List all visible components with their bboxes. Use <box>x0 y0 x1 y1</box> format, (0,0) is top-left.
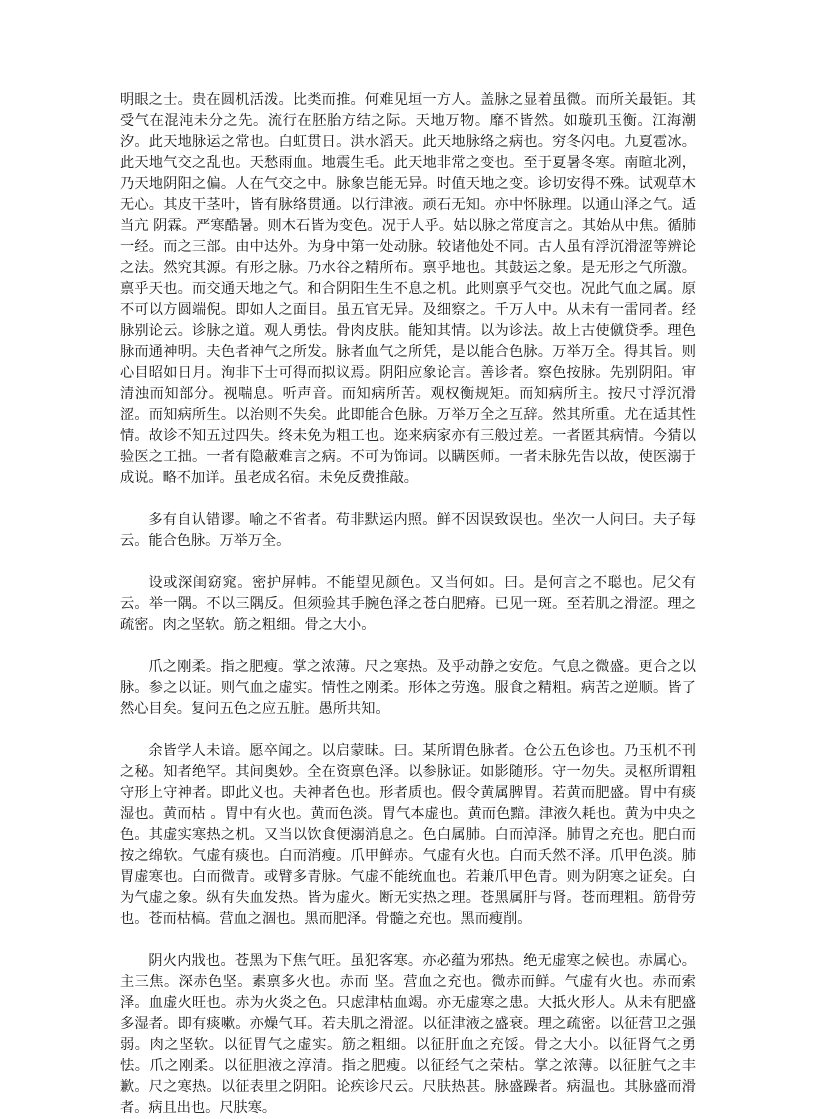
paragraph-4: 爪之刚柔。指之肥瘦。掌之浓薄。尺之寒热。及乎动静之安危。气息之微盛。更合之以脉。参之以证。则气血之虚实。情性之刚柔。形体之劳逸。服食之精粗。病苦之逆顺。皆了然心目矣。复问五色之应五脏。愚所共知。 <box>120 659 696 717</box>
paragraph-5: 余皆学人未谙。愿卒闻之。以启蒙昧。曰。某所谓色脉者。仓公五色诊也。乃玉机不刊之秘。知者绝罕。其间奥妙。全在资禀色泽。以参脉证。如影随形。守一勿失。灵枢所谓粗守形上守神者。即此义也。夫神者色也。形者质也。假令黄属脾胃。若黄而肥盛。胃中有痰湿也。黄而枯 。胃中有火也。黄而色淡。胃气本虚也。黄而色黯。津液久耗也。黄为中央之色。其虚实寒热之机。又当以饮食便溺消息之。色白属肺。白而淖泽。肺胃之充也。肥白而按之绵软。气虚有痰也。白而消瘦。爪甲鲜赤。气虚有火也。白而夭然不泽。爪甲色淡。肺胃虚寒也。白而微青。或臂多青脉。气虚不能统血也。若兼爪甲色青。则为阴寒之证矣。白为气虚之象。纵有失血发热。皆为虚火。断无实热之理。苍黑属肝与肾。苍而理粗。筋骨劳 也。苍而枯槁。营血之涸也。黑而肥泽。骨髓之充也。黑而瘦削。 <box>120 743 696 927</box>
paragraph-2: 多有自认错谬。喻之不省者。苟非默运内照。鲜不因误致误也。坐次一人问曰。夫子每云。能合色脉。万举万全。 <box>120 512 696 549</box>
document-page <box>120 90 696 1116</box>
paragraph-3: 设或深闺窈窕。密护屏帏。不能望见颜色。又当何如。曰。是何言之不聪也。尼父有云。举一隅。不以三隅反。但须验其手腕色泽之苍白肥瘠。已见一斑。至若肌之滑涩。理之疏密。肉之坚软。筋之粗细。骨之大小。 <box>120 575 696 633</box>
paragraph-6: 阴火内戕也。苍黑为下焦气旺。虽犯客寒。亦必蕴为邪热。绝无虚寒之候也。赤属心。主三焦。深赤色坚。素禀多火也。赤而 坚。营血之充也。微赤而鲜。气虚有火也。赤而索泽。血虚火旺也。赤为火炎之色。只虑津枯血竭。亦无虚寒之患。大抵火形人。从未有肥盛多湿者。即有痰嗽。亦燥气耳。若夫肌之滑涩。以征津液之盛衰。理之疏密。以征营卫之强弱。肉之坚软。以征胃气之虚实。筋之粗细。以征肝血之充馁。骨之大小。以征肾气之勇怯。爪之刚柔。以征胆液之淳清。指之肥瘦。以征经气之荣枯。掌之浓薄。以征脏气之丰歉。尺之寒热。以征表里之阴阳。论疾诊尺云。尺肤热甚。脉盛躁者。病温也。其脉盛而滑者。病且出也。尺肤寒。 <box>120 953 696 1116</box>
paragraph-1: 明眼之士。贵在圆机活泼。比类而推。何难见垣一方人。盖脉之显着虽微。而所关最钜。其受气在混沌未分之先。流行在胚胎方结之际。天地万物。靡不皆然。如璇玑玉衡。江海潮汐。此天地脉运之常也。白虹贯日。洪水滔天。此天地脉络之病也。穷冬闪电。九夏雹冰。此天地气交之乱也。天愁雨血。地震生毛。此天地非常之变也。至于夏暑冬寒。南暄北冽，乃天地阴阳之偏。人在气交之中。脉象岂能无异。时值天地之变。诊切安得不殊。试观草木无心。其皮干茎叶，皆有脉络贯通。以行津液。顽石无知。亦中怀脉理。以通山泽之气。适当亢 阴霖。严寒酷暑。则木石皆为变色。况于人乎。姑以脉之常度言之。其始从中焦。循肺一经。而之三部。由中达外。为身中第一处动脉。较诸他处不同。古人虽有浮沉滑涩等辨论之法。然究其源。有形之脉。乃水谷之精所布。禀乎地也。其鼓运之象。是无形之气所激。禀乎天也。而交通天地之气。和合阴阳生生不息之机。此则禀乎气交也。况此气血之属。原不可以方圆端倪。即如人之面目。虽五官无异。及细察之。千万人中。从未有一雷同者。经脉别论云。诊脉之道。观人勇怯。骨肉皮肤。能知其情。以为诊法。故上古使僦贷季。理色脉而通神明。夫色者神气之所发。脉者血气之所凭，是以能合色脉。万举万全。得其旨。则心目昭如日月。洵非下士可得而拟议焉。阴阳应象论言。善诊者。察色按脉。先别阴阳。审清浊而知部分。视喘息。听声音。而知病所苦。观权衡规矩。而知病所主。按尺寸浮沉滑涩。而知病所生。以治则不失矣。此即能合色脉。万举万全之互辞。然其所重。尤在适其性情。故诊不知五过四失。终未免为粗工也。迩来病家亦有三般过差。一者匿其病情。今猜以验医之工拙。一者有隐蔽难言之病。不可为饰词。以瞒医师。一者未脉先告以故，使医溺于成说。略不加详。虽老成名宿。未免反费推敲。 <box>120 92 696 486</box>
